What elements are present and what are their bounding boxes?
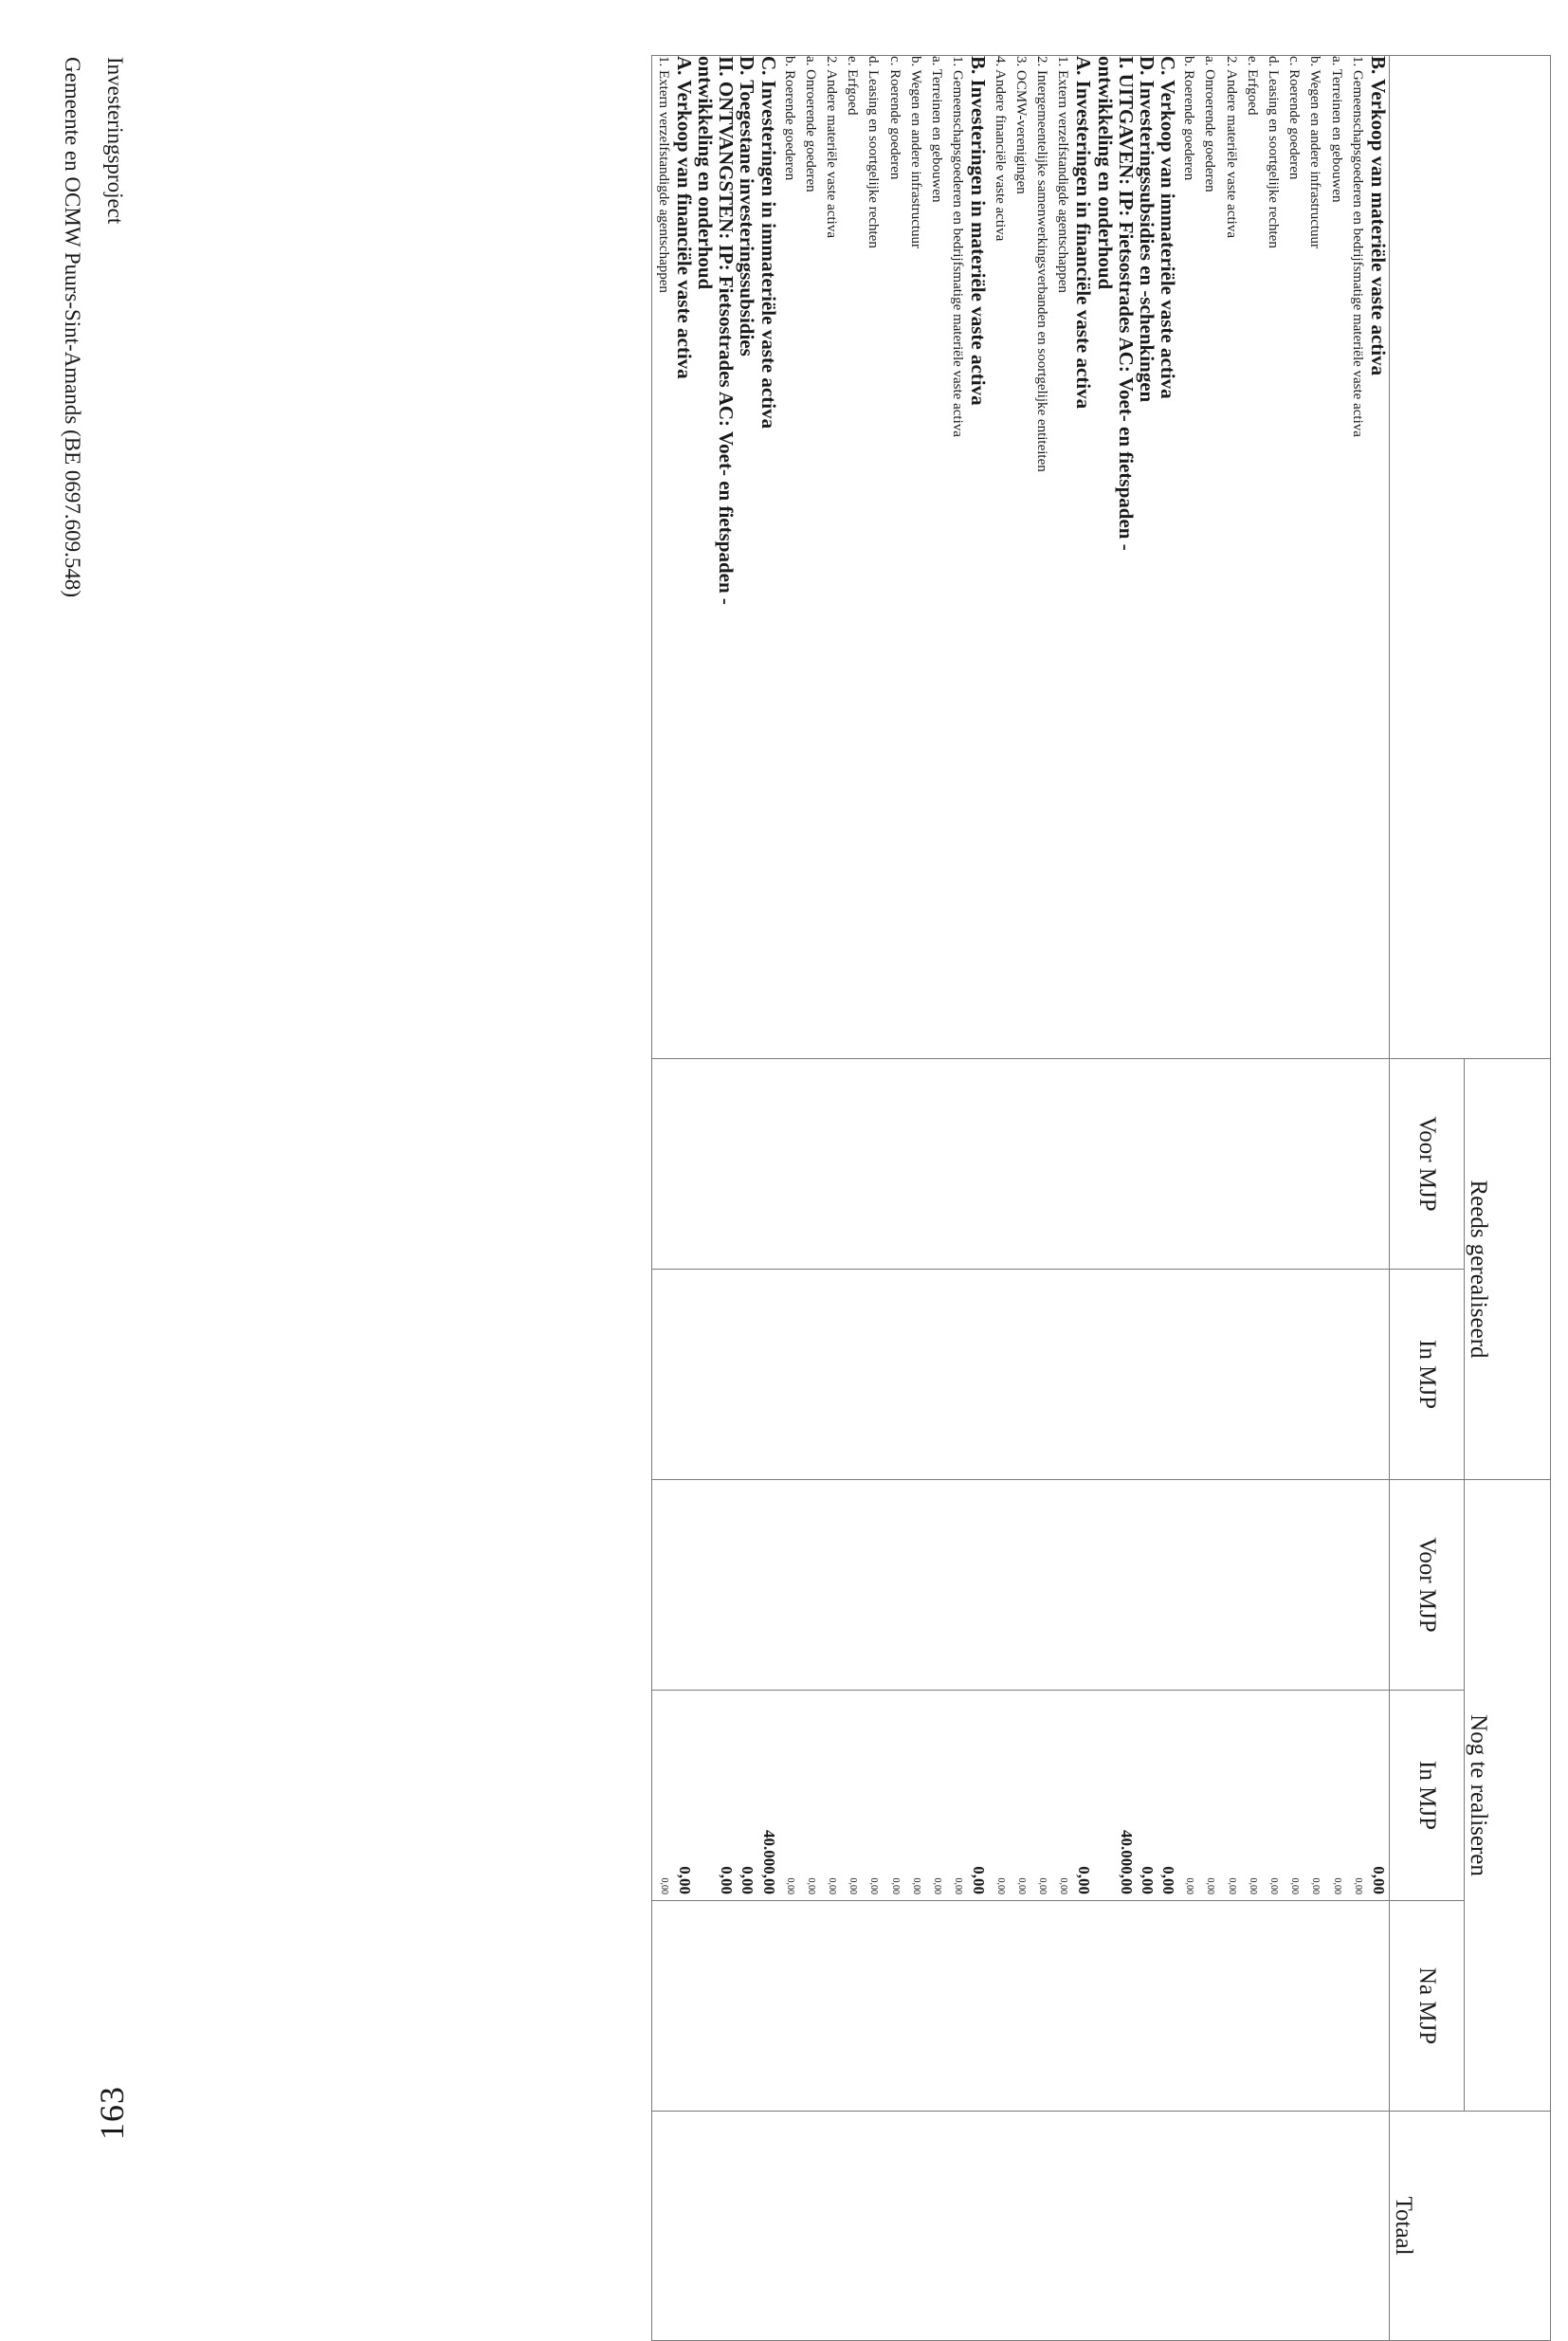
- row-label: D. Toegestane investeringssubsidies: [736, 56, 759, 357]
- row-label: d. Leasing en soortgelijke rechten: [1266, 56, 1282, 248]
- row-label: 3. OCMW-verenigingen: [1012, 56, 1029, 194]
- row-label: B. Investeringen in materiële vaste activa: [967, 56, 991, 406]
- row-value: 0,00: [784, 1877, 795, 1895]
- row-value: [1094, 1691, 1115, 1900]
- row-value: 0,00: [1268, 1877, 1280, 1895]
- row-label: I. UITGAVEN: IP: Fietsostrades AC: Voet- en fietspaden -: [1114, 56, 1138, 551]
- row-value: 0,00: [994, 1877, 1006, 1895]
- in-mjp-to-realise-column: [652, 1691, 1390, 1901]
- row-labels-column: [652, 56, 1390, 1059]
- row-label: 2. Intergemeentelijke samenwerkingsverbanden en soortgelijke entiteiten: [1034, 56, 1049, 472]
- row-label: b. Wegen en andere infrastructuur: [1307, 56, 1323, 249]
- row-value: 0,00: [932, 1877, 943, 1895]
- row-value: 40.000,00: [759, 1830, 778, 1895]
- row-label: b. Roerende goederen: [781, 56, 797, 181]
- row-value: 0,00: [848, 1877, 859, 1895]
- row-value: 0,00: [1015, 1877, 1027, 1895]
- row-value: 0,00: [1247, 1877, 1258, 1895]
- page-number: 163: [93, 2086, 131, 2140]
- row-value: 0,00: [675, 1866, 694, 1895]
- row-value: 0,00: [827, 1877, 838, 1895]
- row-label: 1. Extern verzelfstandigde agentschappen: [655, 56, 671, 293]
- row-label: a. Terreinen en gebouwen: [929, 56, 945, 203]
- row-value: [695, 1691, 716, 1900]
- row-label: B. Verkoop van materiële vaste activa: [1367, 56, 1390, 376]
- row-value: 0,00: [1138, 1866, 1157, 1895]
- document-type: Investeringsproject: [103, 57, 127, 225]
- row-value: 0,00: [953, 1877, 964, 1895]
- row-label: c. Roerende goederen: [1286, 56, 1303, 180]
- row-label: D. Investeringssubsidies en -schenkingen: [1135, 56, 1158, 403]
- row-value: 0,00: [1289, 1877, 1301, 1895]
- row-value: 0,00: [1075, 1866, 1094, 1895]
- header-to-realise: Nog te realiseren: [1465, 1480, 1551, 2112]
- row-label: b. Wegen en andere infrastructuur: [907, 56, 923, 249]
- row-label: c. Roerende goederen: [886, 56, 903, 180]
- row-label: 4. Andere financiële vaste activa: [992, 56, 1008, 242]
- row-value: 0,00: [1058, 1877, 1069, 1895]
- row-label: a. Onroerende goederen: [802, 56, 818, 192]
- header-total: Totaal: [1390, 2112, 1551, 2341]
- row-value: 0,00: [1352, 1877, 1363, 1895]
- total-column: [652, 2112, 1390, 2341]
- row-label: a. Terreinen en gebouwen: [1328, 56, 1344, 203]
- row-value: 0,00: [970, 1866, 989, 1895]
- row-value: 0,00: [1205, 1877, 1216, 1895]
- row-value: 0,00: [1159, 1866, 1178, 1895]
- row-value: 0,00: [1370, 1866, 1388, 1895]
- header-na-mjp: Na MJP: [1390, 1901, 1465, 2112]
- row-value: 40.000,00: [1117, 1830, 1136, 1895]
- in-mjp-realised-column: [652, 1270, 1390, 1480]
- row-label: b. Roerende goederen: [1181, 56, 1197, 181]
- row-label: 1. Gemeenschapsgoederen en bedrijfsmatige materiële vaste activa: [950, 56, 966, 437]
- row-label: 1. Gemeenschapsgoederen en bedrijfsmatige materiële vaste activa: [1349, 56, 1365, 437]
- entity-name: Gemeente en OCMW Puurs-Sint-Amands (BE 0697.609.548): [61, 57, 84, 598]
- header-realised: Reeds gerealiseerd: [1465, 1059, 1551, 1480]
- row-value: 0,00: [805, 1877, 816, 1895]
- row-label: 2. Andere materiële vaste activa: [824, 56, 840, 238]
- row-value: 0,00: [1226, 1877, 1237, 1895]
- row-label: C. Investeringen in immateriële vaste activa: [757, 56, 780, 430]
- budget-table: [651, 55, 1551, 2341]
- row-value: 0,00: [658, 1877, 669, 1895]
- voor-mjp-realised-column: [652, 1059, 1390, 1270]
- header-voor-mjp-to-realise: Voor MJP: [1390, 1480, 1465, 1691]
- row-value: 0,00: [718, 1866, 737, 1895]
- row-value: 0,00: [889, 1877, 901, 1895]
- row-label: C. Verkoop van immateriële vaste activa: [1157, 56, 1180, 399]
- row-label: e. Erfgoed: [1244, 56, 1260, 116]
- row-value: 0,00: [738, 1866, 757, 1895]
- row-value: 0,00: [1037, 1877, 1048, 1895]
- row-value: 0,00: [1184, 1877, 1195, 1895]
- row-value: 0,00: [868, 1877, 880, 1895]
- row-label: A. Verkoop van financiële vaste activa: [672, 56, 696, 379]
- row-label: d. Leasing en soortgelijke rechten: [866, 56, 882, 248]
- row-label: 2. Andere materiële vaste activa: [1223, 56, 1239, 238]
- voor-mjp-to-realise-column: [652, 1480, 1390, 1691]
- row-value: 0,00: [1310, 1877, 1322, 1895]
- header-voor-mjp-realised: Voor MJP: [1390, 1059, 1465, 1270]
- row-label: 1. Extern verzelfstandigde agentschappen: [1055, 56, 1071, 293]
- row-value: 0,00: [910, 1877, 921, 1895]
- label-header-cell: [1390, 56, 1551, 1059]
- header-in-mjp-to-realise: In MJP: [1390, 1691, 1465, 1901]
- row-label: II. ONTVANGSTEN: IP: Fietsostrades AC: Voet- en fietspaden -: [715, 56, 738, 605]
- header-in-mjp-realised: In MJP: [1390, 1270, 1465, 1480]
- row-label: A. Investeringen in financiële vaste activa: [1072, 56, 1096, 410]
- row-label: ontwikkeling en onderhoud: [1093, 56, 1117, 290]
- row-label: e. Erfgoed: [845, 56, 861, 116]
- na-mjp-column: [652, 1901, 1390, 2112]
- row-label: ontwikkeling en onderhoud: [694, 56, 717, 290]
- row-value: 0,00: [1331, 1877, 1342, 1895]
- row-label: a. Onroerende goederen: [1202, 56, 1218, 192]
